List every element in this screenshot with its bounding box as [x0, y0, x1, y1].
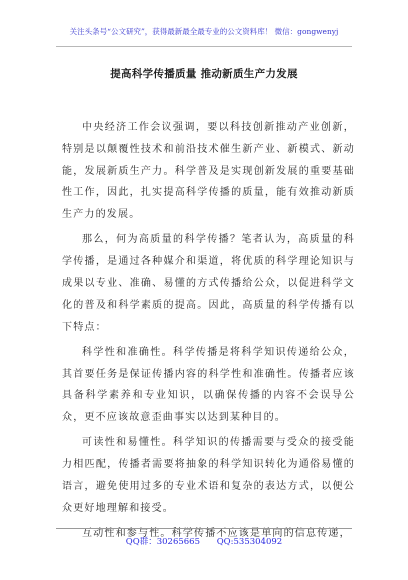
header-divider [56, 46, 352, 47]
header-promo-text: 关注头条号“公文研究”，获得最新最全最专业的公文资料库！ 微信：gongwenyj [69, 27, 339, 36]
paragraph: 那么，何为高质量的科学传播？笔者认为，高质量的科学传播，是通过各种媒介和渠道，将优质的科学理论知识与成果以专业、准确、易懂的方式传播给公众，以促进科学文化的普及和科学素质的提高。因此，高质量的科学传播有以下特点： [62, 234, 355, 333]
paragraph: 互动性和参与性。科学传播不应该是单向的信息传递， [82, 527, 351, 539]
qq-number-text: QQ:535304092 [216, 537, 283, 547]
footer-contact [0, 535, 408, 547]
document-title: 提高科学传播质量 推动新质生产力发展 [110, 68, 298, 80]
paragraph: 科学性和准确性。科学传播是将科学知识传递给公众，其首要任务是保证传播内容的科学性和准确性。传播者应该具备科学素养和专业知识，以确保传播的内容不会误导公众，更不应该故意歪曲事实以达到某种目的。 [62, 346, 355, 424]
qq-group-text: QQ群：30265665 [125, 537, 200, 547]
paragraph: 可读性和易懂性。科学知识的传播需要与受众的接受能力相匹配，传播者需要将抽象的科学知识转化为通俗易懂的语言，避免使用过多的专业术语和复杂的表达方式，以便公众更好地理解和接受。 [62, 437, 355, 514]
paragraph: 中央经济工作会议强调，要以科技创新推动产业创新，特别是以颠覆性技术和前沿技术催生新产业、新模式、新动能，发展新质生产力。科学普及是实现创新发展的重要基础性工作，因此，扎实提高科学传播的质量，能有效推动新质生产力的发展。 [62, 122, 355, 221]
document-body [62, 117, 355, 548]
footer-divider [56, 528, 352, 529]
